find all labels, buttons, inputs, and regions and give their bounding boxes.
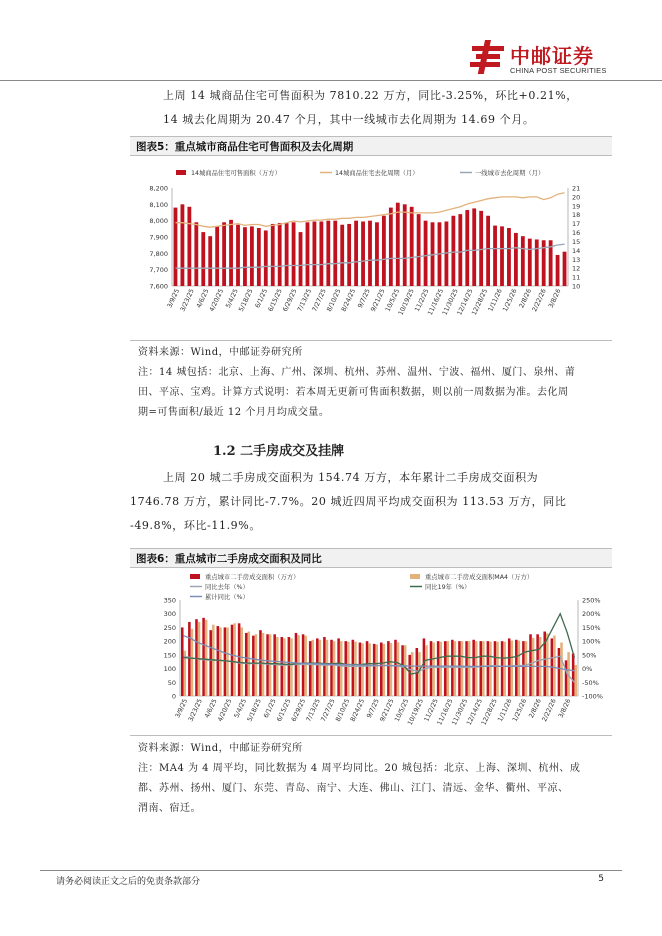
y-left-tick-label: 7,800	[149, 249, 168, 258]
x-tick-label: 3/9/25	[174, 697, 190, 720]
bar-value	[222, 222, 226, 286]
x-tick-label: 3/23/25	[179, 287, 196, 313]
figure5-title-bar	[130, 136, 612, 156]
bar-ma4	[390, 643, 393, 696]
legend-label: 一线城市去化周期（月）	[475, 170, 545, 177]
x-tick-label: 5/18/25	[237, 287, 255, 313]
figure6-title-bar	[130, 548, 612, 568]
figure6-note-line-2: 都、苏州、扬州、厦门、东莞、青岛、南宁、大连、佛山、江门、清远、金华、衢州、平凉、	[138, 783, 569, 794]
bar-value	[479, 641, 482, 696]
bar-value	[501, 641, 504, 696]
bar-ma4	[383, 644, 386, 696]
bar-value	[236, 225, 240, 286]
bar-value	[202, 618, 205, 696]
y-right-tick-label: 15	[572, 237, 581, 246]
x-tick-label: 11/30/25	[450, 697, 470, 727]
x-tick-label: 6/1/25	[262, 697, 278, 720]
x-tick-label: 12/28/25	[470, 287, 490, 317]
figure5-note-line-2: 田、平凉、宝鸡。计算方式说明：若本周无更新可售面积数据，则以前一周数据为准。去化周	[138, 387, 569, 398]
footer-divider	[40, 870, 622, 871]
bar-value	[522, 641, 525, 696]
bar-value	[423, 638, 426, 696]
bar-ma4	[425, 645, 428, 696]
bar-value	[508, 638, 511, 696]
x-tick-label: 8/24/25	[349, 697, 367, 723]
bar-value	[565, 660, 568, 696]
bar-value	[330, 640, 333, 696]
y-left-tick-label: 100	[163, 665, 176, 674]
legend-label: 重点城市二手房成交面积（万方）	[205, 574, 300, 581]
x-tick-label: 2/22/26	[541, 697, 558, 723]
y-left-tick-label: 50	[167, 678, 176, 687]
bar-value	[217, 626, 220, 696]
legend-swatch	[410, 574, 420, 579]
y-left-tick-label: 8,000	[149, 217, 168, 226]
y-right-tick-label: 250%	[582, 596, 601, 605]
intro-line-2: 14 城去化周期为 20.47 个月，其中一线城市去化周期为 14.69 个月。	[163, 113, 535, 126]
y-right-tick-label: -100%	[582, 692, 603, 701]
bar-ma4	[255, 634, 258, 696]
bar-ma4	[418, 652, 421, 696]
bar-ma4	[326, 640, 329, 696]
bar-ma4	[525, 641, 528, 696]
x-tick-label: 1/25/26	[511, 697, 529, 723]
x-tick-label: 5/4/25	[233, 697, 249, 720]
legend-label: 14城商品住宅去化周期（月）	[335, 170, 419, 177]
bar-value	[187, 207, 191, 286]
bar-ma4	[361, 643, 364, 696]
x-tick-label: 3/8/26	[547, 287, 563, 310]
bar-value	[209, 630, 212, 696]
secondhand-line-1: 上周 20 城二手房成交面积为 154.74 万方，本年累计二手房成交面积为	[163, 471, 539, 484]
bar-value	[387, 641, 390, 696]
figure5-bottom-rule	[130, 340, 612, 341]
y-left-tick-label: 300	[163, 610, 176, 619]
x-tick-label: 9/7/25	[365, 697, 381, 720]
bar-value	[333, 221, 337, 286]
bar-ma4	[283, 638, 286, 696]
section-title: 1.2 二手房成交及挂牌	[213, 444, 345, 459]
bar-value	[288, 637, 291, 696]
x-tick-label: 11/30/25	[441, 287, 460, 317]
bar-value	[472, 640, 475, 696]
bar-value	[271, 224, 275, 286]
bar-value	[417, 214, 421, 286]
legend-swatch	[176, 170, 186, 175]
x-tick-label: 5/4/25	[224, 287, 240, 310]
x-tick-label: 8/24/25	[340, 287, 358, 313]
y-left-tick-label: 7,900	[149, 233, 168, 242]
x-tick-label: 8/10/25	[334, 697, 352, 723]
bar-ma4	[290, 638, 293, 696]
bar-ma4	[510, 641, 513, 696]
x-tick-label: 1/11/26	[496, 697, 514, 723]
x-tick-label: 12/14/25	[456, 287, 475, 317]
figure5-chart	[130, 160, 612, 340]
x-tick-label: 3/23/25	[187, 697, 204, 723]
x-tick-label: 12/28/25	[480, 697, 499, 727]
x-tick-label: 3/8/26	[557, 697, 573, 720]
bar-value	[465, 210, 469, 286]
secondhand-paragraph	[130, 466, 610, 538]
x-tick-label: 1/25/26	[501, 287, 519, 313]
y-right-tick-label: 20	[572, 193, 581, 202]
bar-value	[529, 634, 532, 696]
y-right-tick-label: 200%	[582, 610, 601, 619]
bar-ma4	[489, 642, 492, 696]
bar-value	[238, 623, 241, 696]
china-post-logo-icon	[470, 40, 506, 74]
y-right-tick-label: 100%	[582, 637, 601, 646]
bar-value	[394, 640, 397, 696]
bar-value	[487, 641, 490, 696]
x-tick-label: 4/20/25	[208, 287, 226, 313]
secondhand-line-2: 1746.78 万方，累计同比-7.7%。20 城近四周平均成交面积为 113.53 万方，同比	[130, 495, 567, 508]
intro-line-1: 上周 14 城商品住宅可售面积为 7810.22 万方，同比-3.25%，环比+0.21%，	[163, 89, 578, 102]
y-right-tick-label: 12	[572, 264, 581, 273]
bar-value	[410, 207, 414, 286]
bar-value	[224, 627, 227, 696]
legend-label: 累计同比（%）	[205, 594, 249, 601]
x-tick-label: 11/2/25	[423, 697, 440, 723]
bar-value	[337, 638, 340, 696]
bar-ma4	[233, 623, 236, 696]
bar-ma4	[269, 634, 272, 696]
bar-value	[273, 634, 276, 696]
bar-ma4	[297, 635, 300, 696]
y-right-tick-label: -50%	[582, 678, 599, 687]
bar-value	[528, 239, 532, 286]
bar-ma4	[439, 642, 442, 696]
y-right-tick-label: 0%	[582, 665, 593, 674]
bar-value	[243, 227, 247, 286]
legend-swatch	[190, 574, 200, 579]
y-right-tick-label: 11	[572, 273, 581, 282]
y-left-tick-label: 0	[171, 692, 176, 701]
bar-value	[257, 228, 261, 286]
y-left-tick-label: 200	[163, 637, 176, 646]
y-left-tick-label: 250	[163, 623, 176, 632]
bar-value	[347, 224, 351, 286]
figure6-source: 资料来源：Wind，中邮证券研究所	[138, 743, 303, 754]
legend-label: 同比去年（%）	[205, 584, 249, 591]
bar-value	[451, 216, 455, 286]
company-logo	[470, 40, 620, 75]
bar-value	[563, 252, 567, 286]
bar-ma4	[262, 633, 265, 696]
bar-value	[174, 208, 178, 286]
figure6-note-line-1: 注：MA4 为 4 周平均，同比数据为 4 周平均同比。20 城包括：北京、上海、深圳、杭州、成	[138, 763, 581, 774]
bar-value	[500, 226, 504, 286]
bar-value	[208, 236, 212, 286]
x-tick-label: 9/21/25	[369, 287, 387, 313]
x-tick-label: 2/8/26	[518, 287, 534, 310]
bar-value	[188, 622, 191, 696]
bar-ma4	[319, 640, 322, 696]
x-tick-label: 11/16/25	[436, 697, 455, 727]
bar-ma4	[404, 645, 407, 696]
figure5-title: 图表5：重点城市商品住宅可售面积及去化周期	[136, 141, 354, 153]
bar-value	[403, 204, 407, 286]
bar-value	[361, 221, 365, 286]
x-tick-label: 7/13/25	[305, 697, 322, 723]
bar-value	[299, 232, 303, 286]
bar-ma4	[454, 641, 457, 696]
bar-value	[486, 216, 490, 286]
legend-label: 14城商品住宅可售面积（万方）	[191, 170, 281, 177]
bar-value	[195, 619, 198, 696]
bar-value	[344, 641, 347, 696]
bar-value	[264, 230, 268, 286]
bar-ma4	[574, 665, 577, 696]
bar-value	[458, 641, 461, 696]
figure6-notes	[138, 739, 608, 819]
bar-value	[373, 644, 376, 696]
y-right-tick-label: 21	[572, 184, 581, 193]
x-tick-label: 11/16/25	[426, 287, 446, 317]
bar-value	[231, 625, 234, 696]
x-tick-label: 10/19/25	[397, 287, 416, 317]
intro-paragraph	[130, 84, 610, 132]
bar-value	[366, 641, 369, 696]
x-tick-label: 7/13/25	[296, 287, 314, 313]
bar-ma4	[447, 641, 450, 696]
bar-value	[515, 640, 518, 696]
page-number: 5	[598, 874, 604, 884]
x-tick-label: 10/5/25	[393, 697, 411, 723]
bar-value	[201, 232, 205, 286]
x-tick-label: 4/6/25	[203, 697, 219, 720]
bar-ma4	[304, 636, 307, 696]
x-tick-label: 9/21/25	[378, 697, 396, 723]
bar-ma4	[503, 642, 506, 696]
bar-value	[380, 643, 383, 696]
bar-value	[396, 203, 400, 286]
bar-ma4	[518, 641, 521, 696]
bar-value	[359, 643, 362, 696]
bar-value	[521, 236, 525, 286]
x-tick-label: 7/27/25	[319, 697, 337, 723]
bar-value	[352, 640, 355, 696]
bar-ma4	[240, 627, 243, 696]
x-tick-label: 8/10/25	[325, 287, 343, 313]
figure6-note-line-3: 渭南、宿迁。	[138, 803, 201, 814]
bar-ma4	[205, 620, 208, 696]
figure5-notes	[138, 343, 608, 423]
bar-value	[472, 208, 476, 286]
x-tick-label: 6/29/25	[281, 287, 299, 313]
header-divider	[0, 80, 662, 81]
y-left-tick-label: 7,700	[149, 266, 168, 275]
bar-value	[572, 653, 575, 696]
y-right-tick-label: 10	[572, 282, 581, 291]
bar-value	[319, 221, 323, 286]
x-tick-label: 5/18/25	[246, 697, 263, 723]
bar-value	[507, 228, 511, 286]
bar-value	[340, 225, 344, 286]
bar-ma4	[368, 643, 371, 696]
x-tick-label: 6/15/25	[267, 287, 284, 313]
y-left-tick-label: 8,100	[149, 200, 168, 209]
bar-ma4	[311, 640, 314, 696]
y-left-tick-label: 7,600	[149, 282, 168, 291]
bar-value	[194, 222, 198, 286]
bar-value	[437, 641, 440, 696]
y-right-tick-label: 13	[572, 255, 581, 264]
bar-value	[285, 223, 289, 286]
figure6-bottom-rule	[130, 735, 612, 736]
y-left-tick-label: 8,200	[149, 184, 168, 193]
bar-value	[323, 637, 326, 696]
bar-value	[536, 634, 539, 696]
bar-value	[430, 641, 433, 696]
x-tick-label: 4/20/25	[216, 697, 234, 723]
bar-value	[479, 211, 483, 286]
bar-ma4	[496, 642, 499, 696]
y-right-tick-label: 150%	[582, 623, 601, 632]
x-tick-label: 12/14/25	[465, 697, 485, 727]
x-tick-label: 1/11/26	[487, 287, 504, 313]
bar-value	[326, 221, 330, 286]
figure5-note-line-3: 期=可售面积/最近 12 个月月均成交量。	[138, 407, 330, 418]
bar-ma4	[276, 637, 279, 696]
bar-ma4	[475, 641, 478, 696]
logo-chinese-name: 中邮证券	[510, 44, 594, 68]
bar-value	[229, 220, 233, 286]
bar-value	[401, 645, 404, 696]
bar-value	[354, 221, 358, 286]
bar-value	[493, 226, 497, 286]
footer-disclaimer: 请务必阅读正文之后的免责条款部分	[56, 877, 201, 887]
x-tick-label: 9/7/25	[356, 287, 372, 310]
y-left-tick-label: 350	[163, 596, 176, 605]
bar-value	[368, 221, 372, 286]
bar-value	[556, 255, 560, 286]
figure6-chart	[130, 570, 612, 734]
bar-value	[306, 222, 310, 286]
y-right-tick-label: 17	[572, 220, 581, 229]
y-right-tick-label: 18	[572, 211, 581, 220]
x-tick-label: 11/2/25	[413, 287, 431, 313]
x-tick-label: 6/29/25	[290, 697, 308, 723]
y-right-tick-label: 16	[572, 229, 581, 238]
bar-value	[514, 233, 518, 286]
bar-value	[444, 641, 447, 696]
bar-ma4	[340, 641, 343, 696]
x-tick-label: 4/6/25	[195, 287, 211, 310]
bar-value	[375, 222, 379, 286]
x-tick-label: 10/19/25	[406, 697, 426, 727]
figure5-note-line-1: 注：14 城包括：北京、上海、广州、深圳、杭州、苏州、温州、宁波、福州、厦门、泉州、莆	[138, 367, 576, 378]
y-right-tick-label: 14	[572, 246, 581, 255]
x-tick-label: 7/27/25	[311, 287, 328, 313]
x-tick-label: 6/1/25	[254, 287, 270, 310]
logo-english-name: CHINA POST SECURITIES	[510, 66, 607, 75]
secondhand-line-3: -49.8%，环比-11.9%。	[130, 519, 261, 532]
bar-value	[416, 648, 419, 696]
bar-ma4	[468, 641, 471, 696]
x-tick-label: 2/8/26	[528, 697, 543, 720]
bar-ma4	[354, 642, 357, 696]
bar-ma4	[461, 641, 464, 696]
bar-value	[316, 638, 319, 696]
bar-ma4	[219, 627, 222, 696]
bar-ma4	[397, 642, 400, 696]
bar-value	[292, 222, 296, 286]
x-tick-label: 6/15/25	[275, 697, 293, 723]
x-tick-label: 2/22/26	[531, 287, 548, 313]
bar-ma4	[432, 643, 435, 696]
bar-ma4	[347, 642, 350, 696]
bar-ma4	[546, 633, 549, 696]
legend-label: 同比19年（%）	[425, 584, 471, 591]
bar-value	[465, 641, 468, 696]
y-left-tick-label: 150	[163, 651, 176, 660]
y-right-tick-label: 19	[572, 202, 581, 211]
bar-value	[181, 204, 185, 286]
bar-ma4	[553, 636, 556, 696]
bar-value	[181, 627, 184, 696]
bar-value	[494, 641, 497, 696]
x-tick-label: 10/5/25	[384, 287, 402, 313]
bar-value	[280, 637, 283, 696]
bar-value	[278, 223, 282, 286]
legend-label: 重点城市二手房成交面积MA4（万方）	[425, 574, 534, 581]
bar-value	[266, 634, 269, 696]
bar-value	[451, 640, 454, 696]
bar-ma4	[375, 644, 378, 696]
bar-value	[424, 221, 428, 286]
bar-value	[382, 216, 386, 286]
bar-value	[252, 636, 255, 696]
bar-ma4	[482, 641, 485, 696]
bar-value	[535, 239, 539, 286]
bar-value	[458, 214, 462, 286]
bar-ma4	[333, 641, 336, 696]
bar-value	[558, 648, 561, 696]
bar-value	[309, 641, 312, 696]
figure5-source: 资料来源：Wind，中邮证券研究所	[138, 347, 303, 358]
bar-value	[408, 655, 411, 696]
bar-value	[389, 208, 393, 286]
bar-value	[250, 226, 254, 286]
bar-value	[215, 226, 219, 286]
bar-value	[245, 633, 248, 696]
y-right-tick-label: 50%	[582, 651, 597, 660]
bar-value	[313, 221, 317, 286]
x-tick-label: 3/9/25	[166, 287, 182, 310]
figure6-title: 图表6：重点城市二手房成交面积及同比	[136, 553, 322, 565]
